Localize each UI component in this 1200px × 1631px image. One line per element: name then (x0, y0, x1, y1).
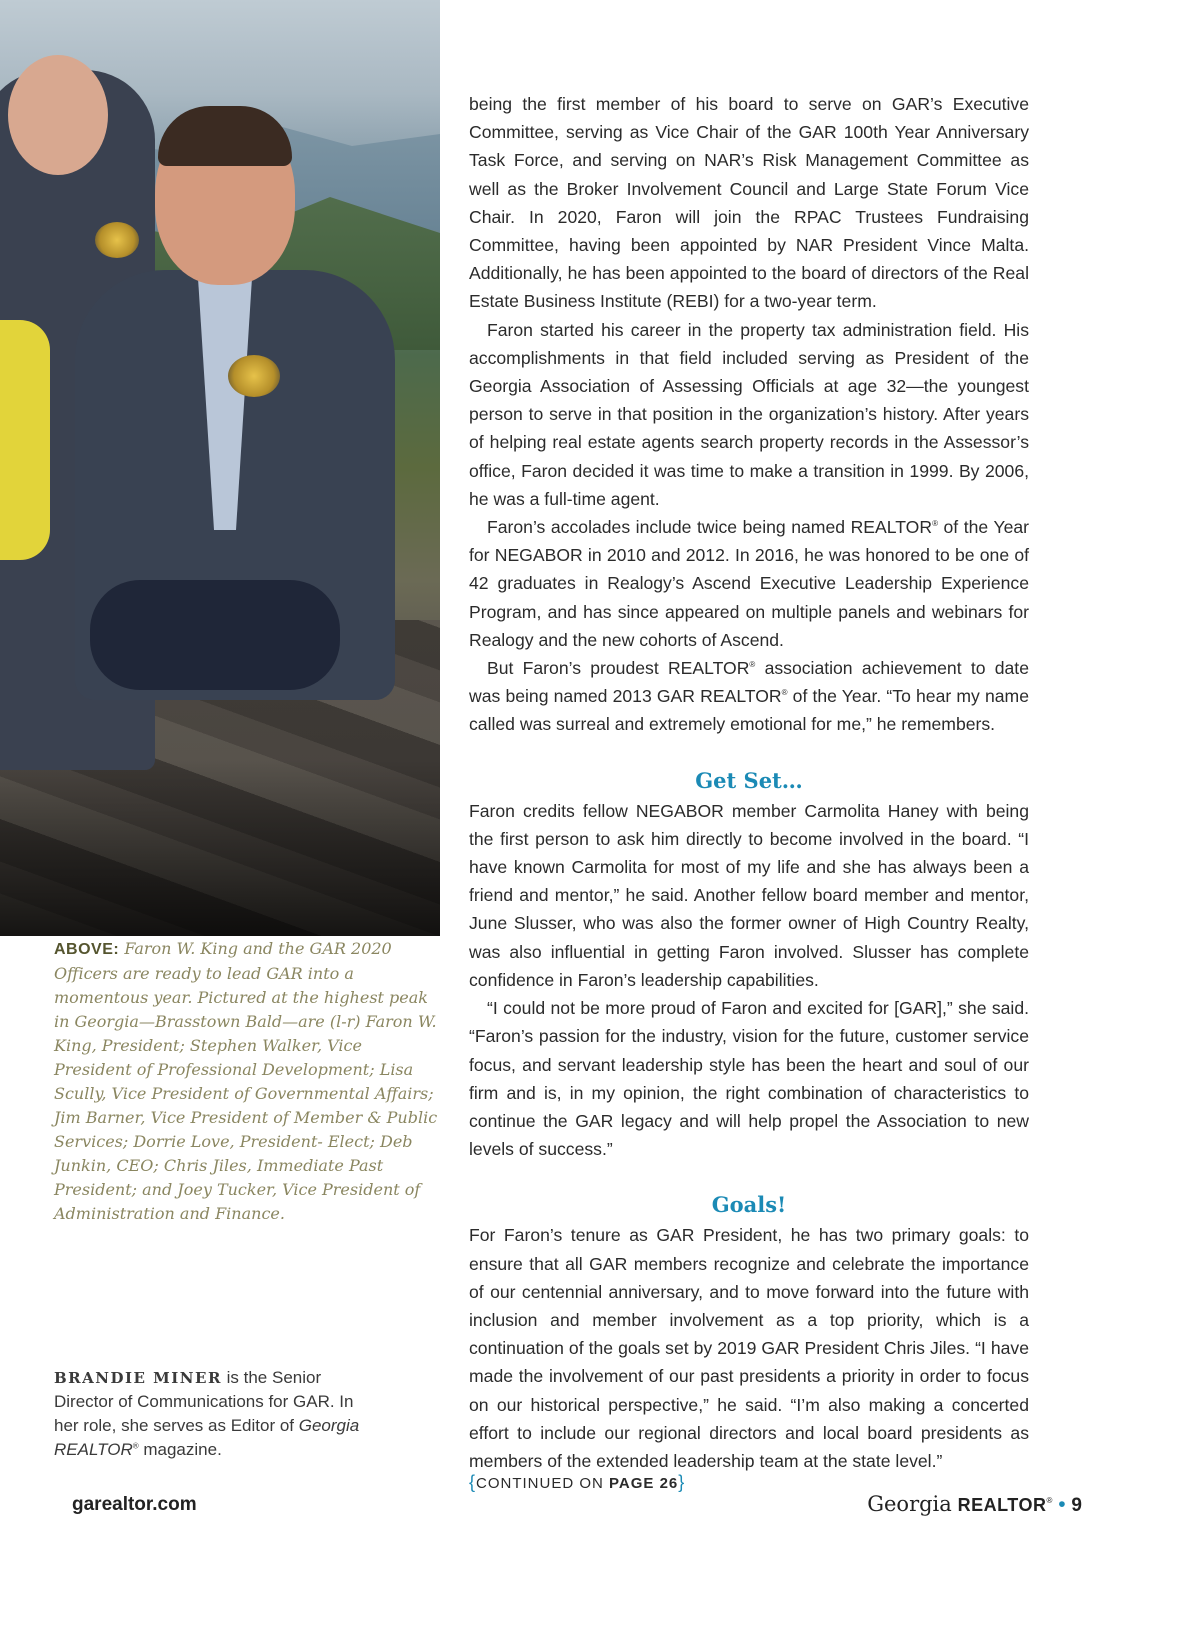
section-heading-get-set: Get Set… (695, 767, 803, 793)
author-name: BRANDIE MINER (54, 1369, 222, 1387)
magazine-name: Georgia REALTOR (54, 1416, 360, 1459)
continued-note (469, 1472, 685, 1493)
paragraph: Faron credits fellow NEGABOR member Carmolita Haney with being the first person to ask him directly to become involved in the board. “I have known Carmolita for most of my life and she has always been a friend and mentor,” he said. Another fellow board member and mentor, June Slusser, who was also the former owner of High Country Realty, was also influential in getting Faron involved. Slusser has complete confidence in Faron’s leadership capabilities. (469, 800, 1029, 990)
faron-hair (158, 106, 292, 166)
photo-caption (54, 937, 439, 1226)
person-left-head (8, 55, 108, 175)
faron-legs (90, 580, 340, 690)
paragraph: For Faron’s tenure as GAR President, he has two primary goals: to ensure that all GAR members recognize and celebrate the importance of our centennial anniversary, and to move forward into the future with inclusion and member involvement as a top priority, which is a continuation of the goals set by 2019 GAR President Chris Jiles. “I have made the involvement of our past presidents a priority in order to focus on our historical perspective,” he said. “I’m also making a concerted effort to include our regional directors and local board presidents as members of the extended leadership team at the state level.” (469, 1225, 1029, 1471)
footer-mag-realtor: REALTOR (957, 1495, 1047, 1515)
author-bio-text: is the Senior Director of Communications for GAR. In her role, she serves as Editor of (54, 1368, 354, 1435)
author-bio-suffix: magazine. (138, 1440, 222, 1459)
paragraph: being the first member of his board to serve on GAR’s Executive Committee, serving as Vice Chair of the GAR 100th Year Anniversary Task Force, and serving on NAR’s Risk Management Committee as well as the Broker Involvement Council and Large State Forum Vice Chair. In 2020, Faron will join the RPAC Trustees Fundraising Committee, having been appointed by NAR President Vince Malta. Additionally, he has been appointed to the board of directors of the Real Estate Business Institute (REBI) for a two-year term. (469, 94, 1029, 312)
page-number: 9 (1071, 1495, 1082, 1516)
paragraph: Faron’s accolades include twice being named REALTOR® of the Year for NEGABOR in 2010 and 2012. In 2016, he was honored to be one of 42 graduates in Realogy’s Ascend Executive Leadership Experience Program, and has since appeared on multiple panels and webinars for Realogy and the new cohorts of Ascend. (469, 517, 1029, 650)
continued-page: PAGE 26 (609, 1475, 679, 1492)
paragraph: But Faron’s proudest REALTOR® association achievement to date was being named 2013 GAR REALTOR® of the Year. “To hear my name called was surreal and extremely emotional for me,” he remembers. (469, 658, 1029, 735)
close-brace: } (678, 1472, 686, 1492)
footer-separator: • (1052, 1493, 1072, 1516)
footer-folio (867, 1492, 1082, 1517)
registered-mark: ® (132, 1441, 139, 1451)
officers-photo (0, 0, 440, 936)
paragraph: Faron started his career in the property tax administration field. His accomplishments in that field included serving as President of the Georgia Association of Assessing Officials at age 32—the youngest person to serve in that position in the organization’s history. After years of helping real estate agents search property records in the Assessor’s office, Faron decided it was time to make a transition in 1999. By 2006, he was a full-time agent. (469, 319, 1029, 509)
person-yellow-jacket (0, 320, 50, 560)
section-heading-goals: Goals! (711, 1192, 787, 1218)
author-bio (54, 1366, 364, 1462)
anniversary-badge-icon (228, 355, 280, 397)
caption-lead: ABOVE: (54, 941, 120, 958)
footer-mag-georgia: Georgia (867, 1492, 952, 1516)
footer-website: garealtor.com (72, 1494, 197, 1515)
continued-label: CONTINUED ON (476, 1475, 610, 1492)
open-brace: { (469, 1472, 477, 1492)
registered-mark: ® (1046, 1496, 1053, 1505)
article-body (469, 90, 1029, 1475)
paragraph: “I could not be more proud of Faron and excited for [GAR],” she said. “Faron’s passion for the industry, vision for the future, customer service focus, and servant leadership style has been the heart and soul of our firm and is, in my opinion, the right combination of characteristics to continue the GAR legacy and will help propel the Association to new levels of success.” (469, 998, 1029, 1160)
anniversary-badge-icon (95, 222, 139, 258)
caption-text: Faron W. King and the GAR 2020 Officers are ready to lead GAR into a momentous year. Pictured at the highest peak in Georgia—Brasstown Bald—are (l-r) Faron W. King, President; Stephen Walker, Vice President of Professional Development; Lisa Scully, Vice President of Governmental Affairs; Jim Barner, Vice President of Member & Public Services; Dorrie Love, President- Elect; Deb Junkin, CEO; Chris Jiles, Immediate Past President; and Joey Tucker, Vice President of Administration and Finance. (54, 939, 438, 1223)
